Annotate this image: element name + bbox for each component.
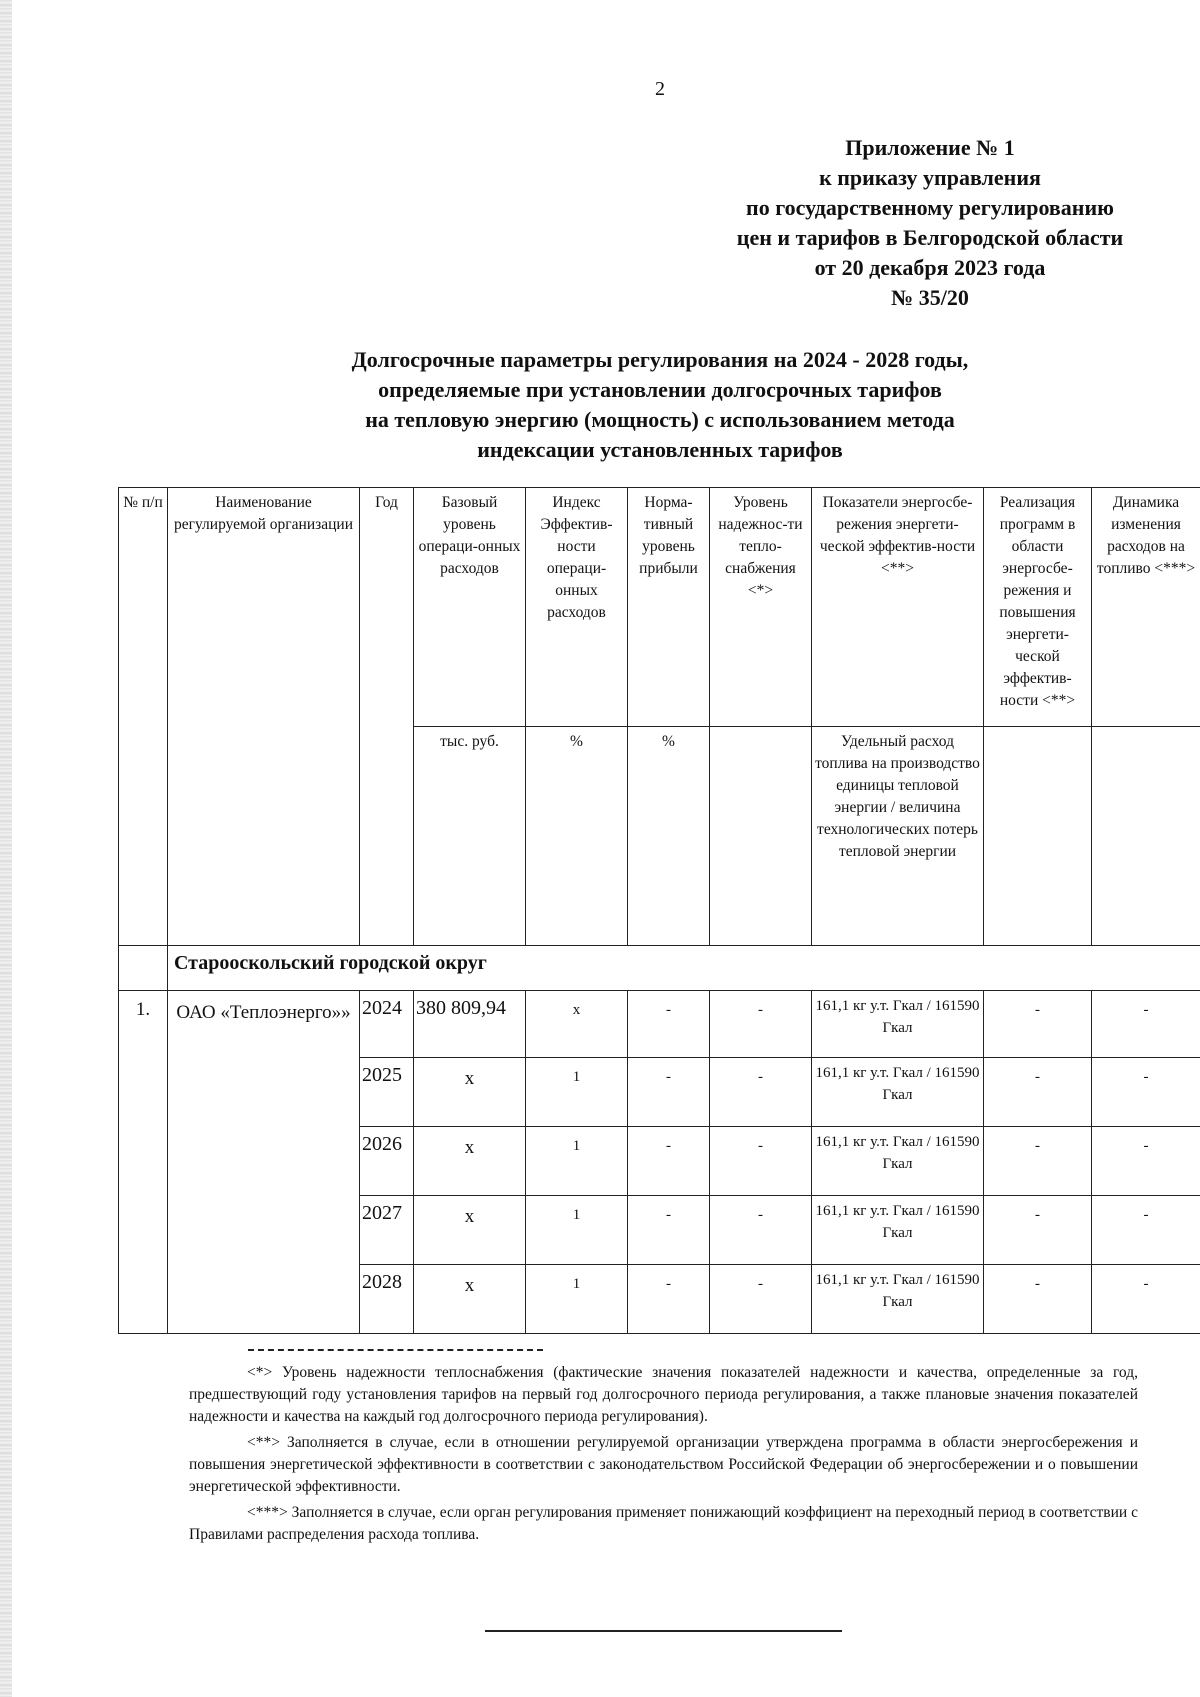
row-year: 2024 — [360, 991, 414, 1058]
row-energy-saving: 161,1 кг у.т. Гкал / 161590 Гкал — [812, 1058, 984, 1127]
row-efficiency-index: х — [526, 991, 628, 1058]
row-reliability: - — [710, 1058, 812, 1127]
row-reliability: - — [710, 1127, 812, 1196]
header-energy-saving: Показатели энергосбе-режения энергети-ческой эффектив-ности <**> — [812, 488, 984, 727]
parameters-table — [118, 487, 1200, 1334]
title-line: индексации установленных тарифов — [477, 437, 843, 462]
row-programs: - — [984, 1196, 1092, 1265]
table-row — [119, 991, 1200, 1058]
page-number: 2 — [655, 78, 665, 100]
header-profit-level: Норма-тивный уровень прибыли — [628, 488, 710, 727]
row-energy-saving: 161,1 кг у.т. Гкал / 161590 Гкал — [812, 1127, 984, 1196]
region-row — [119, 946, 1200, 991]
row-efficiency-index: 1 — [526, 1265, 628, 1334]
row-base-costs: 380 809,94 — [414, 991, 526, 1058]
footnote-separator — [248, 1349, 543, 1351]
row-energy-saving: 161,1 кг у.т. Гкал / 161590 Гкал — [812, 1196, 984, 1265]
row-profit-level: - — [628, 1127, 710, 1196]
row-reliability: - — [710, 1265, 812, 1334]
region-num-cell — [119, 946, 168, 991]
org-name: ОАО «Теплоэнерго»» — [168, 991, 360, 1334]
row-efficiency-index: 1 — [526, 1196, 628, 1265]
table-header-row — [119, 488, 1200, 727]
unit-fuel-dynamics — [1092, 727, 1200, 946]
header-base-costs: Базовый уровень операци-онных расходов — [414, 488, 526, 727]
unit-reliability — [710, 727, 812, 946]
header-reliability: Уровень надежнос-ти тепло-снабжения <*> — [710, 488, 812, 727]
title-line: на тепловую энергию (мощность) с использованием метода — [365, 407, 955, 432]
row-programs: - — [984, 1058, 1092, 1127]
appendix-line: № 35/20 — [891, 285, 969, 310]
row-fuel-dynamics: - — [1092, 1058, 1200, 1127]
row-year: 2026 — [360, 1127, 414, 1196]
end-rule — [485, 1630, 842, 1632]
row-profit-level: - — [628, 1265, 710, 1334]
row-base-costs: х — [414, 1196, 526, 1265]
row-base-costs: х — [414, 1058, 526, 1127]
title-line: определяемые при установлении долгосрочных тарифов — [378, 377, 942, 402]
row-efficiency-index: 1 — [526, 1058, 628, 1127]
row-profit-level: - — [628, 1058, 710, 1127]
row-profit-level: - — [628, 1196, 710, 1265]
row-energy-saving: 161,1 кг у.т. Гкал / 161590 Гкал — [812, 991, 984, 1058]
footnotes — [189, 1362, 1138, 1550]
header-num: № п/п — [119, 488, 168, 946]
appendix-line: по государственному регулированию — [746, 195, 1114, 220]
header-year: Год — [360, 488, 414, 946]
row-programs: - — [984, 1127, 1092, 1196]
row-year: 2028 — [360, 1265, 414, 1334]
row-programs: - — [984, 1265, 1092, 1334]
unit-base-costs: тыс. руб. — [414, 727, 526, 946]
appendix-line: к приказу управления — [819, 165, 1041, 190]
row-energy-saving: 161,1 кг у.т. Гкал / 161590 Гкал — [812, 1265, 984, 1334]
row-reliability: - — [710, 1196, 812, 1265]
scan-edge — [0, 0, 12, 1697]
row-fuel-dynamics: - — [1092, 991, 1200, 1058]
appendix-heading — [640, 133, 1200, 313]
row-fuel-dynamics: - — [1092, 1196, 1200, 1265]
header-org: Наименование регулируемой организации — [168, 488, 360, 946]
unit-programs — [984, 727, 1092, 946]
unit-profit-level: % — [628, 727, 710, 946]
header-programs: Реализация программ в области энергосбе-режения и повышения энергети-ческой эффектив-ности <**> — [984, 488, 1092, 727]
document-title — [230, 345, 1090, 465]
row-programs: - — [984, 991, 1092, 1058]
appendix-line: Приложение № 1 — [845, 135, 1015, 160]
row-year: 2027 — [360, 1196, 414, 1265]
row-fuel-dynamics: - — [1092, 1265, 1200, 1334]
appendix-line: от 20 декабря 2023 года — [814, 255, 1046, 280]
footnote: <***> Заполняется в случае, если орган регулирования применяет понижающий коэффициент на переходный период в соответствии с Правилами распределения расхода топлива. — [189, 1504, 1138, 1543]
unit-energy-saving: Удельный расход топлива на производство единицы тепловой энергии / величина технологических потерь тепловой энергии — [812, 727, 984, 946]
row-profit-level: - — [628, 991, 710, 1058]
region-name: Старооскольский городской округ — [168, 946, 1200, 991]
row-reliability: - — [710, 991, 812, 1058]
unit-efficiency-index: % — [526, 727, 628, 946]
appendix-line: цен и тарифов в Белгородской области — [736, 225, 1124, 250]
row-efficiency-index: 1 — [526, 1127, 628, 1196]
header-fuel-dynamics: Динамика изменения расходов на топливо <***> — [1092, 488, 1200, 727]
row-base-costs: х — [414, 1265, 526, 1334]
row-fuel-dynamics: - — [1092, 1127, 1200, 1196]
org-index: 1. — [119, 991, 168, 1334]
row-year: 2025 — [360, 1058, 414, 1127]
header-efficiency-index: Индекс Эффектив-ности операци-онных расходов — [526, 488, 628, 727]
footnote: <*> Уровень надежности теплоснабжения (фактические значения показателей надежности и качества, определенные за год, предшествующий году установления тарифов на первый год долгосрочного периода регулирования, а также плановые значения показателей надежности и качества на каждый год долгосрочного периода регулирования). — [189, 1364, 1138, 1425]
row-base-costs: х — [414, 1127, 526, 1196]
footnote: <**> Заполняется в случае, если в отношении регулируемой организации утверждена программа в области энергосбережения и повышения энергетической эффективности в соответствии с законодательством Российской Федерации об энергосбережении и о повышении энергетической эффективности. — [189, 1434, 1138, 1495]
title-line: Долгосрочные параметры регулирования на 2024 - 2028 годы, — [351, 347, 969, 372]
